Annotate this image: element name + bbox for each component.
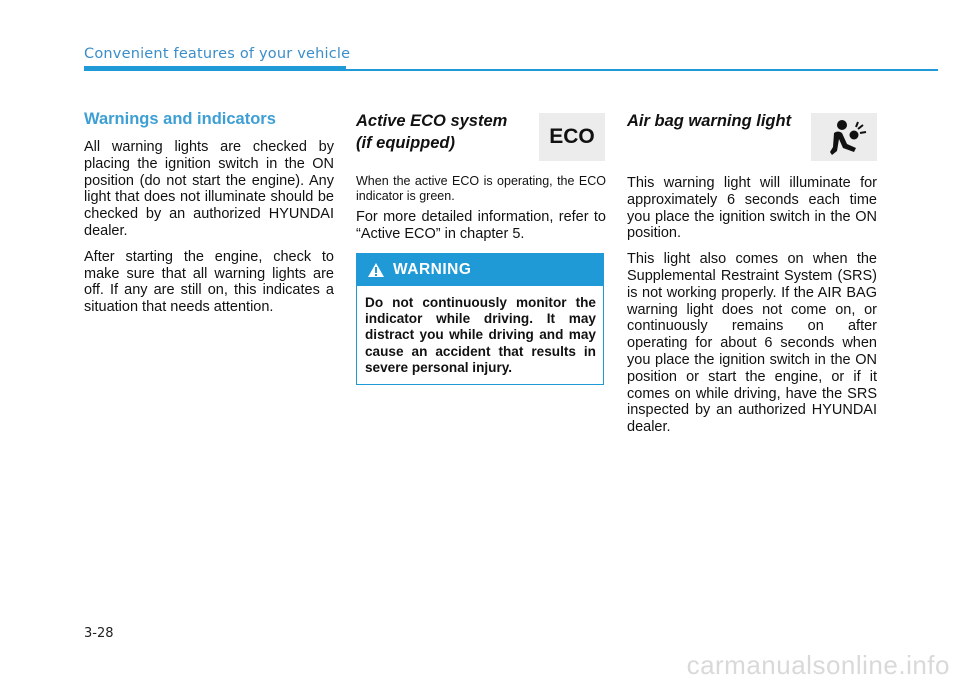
- airbag-paragraph-2: This light also comes on when the Supplemental Restraint System (SRS) is not working properly. If the AIR BAG warning light does not come on, or continuously remains on after operating for about 6 seconds when you place the ignition switch in the ON position or start the engine, or if it comes on while driving, have the SRS inspected by an authorized HYUNDAI dealer.: [627, 251, 877, 436]
- section-title: Convenient features of your vehicle: [84, 46, 351, 62]
- airbag-warning-icon: [811, 113, 877, 161]
- eco-paragraph: For more detailed information, refer to “Active ECO” in chapter 5.: [356, 209, 606, 242]
- warning-triangle-icon: [367, 262, 385, 278]
- eco-indicator-icon: [539, 113, 605, 161]
- header-rule-thin: [346, 69, 938, 71]
- warning-box: [356, 253, 604, 385]
- warning-label: WARNING: [393, 261, 472, 278]
- warnings-title: Warnings and indicators: [84, 110, 276, 128]
- warning-text: Do not continuously monitor the indicator while driving. It may distract you while driving and may cause an accident that results in severe personal injury.: [365, 295, 596, 375]
- airbag-paragraph-1: This warning light will illuminate for approximately 6 seconds each time you place the ignition switch in the ON position.: [627, 175, 877, 242]
- eco-title-line-2: (if equipped): [356, 134, 455, 152]
- warnings-paragraph-1: All warning lights are checked by placing the ignition switch in the ON position (do not start the engine). Any light that does not illuminate should be checked by an authorized HYUNDAI dealer.: [84, 139, 334, 239]
- warnings-paragraph-2: After starting the engine, check to make sure that all warning lights are off. If any are still on, this indicates a situation that needs attention.: [84, 248, 334, 316]
- airbag-person-icon: [820, 117, 868, 157]
- eco-indicator-label: ECO: [549, 125, 595, 148]
- warnings-column: [84, 110, 334, 325]
- page-number: 3-28: [84, 626, 114, 641]
- eco-title-line-1: Active ECO system: [356, 112, 508, 130]
- warning-header: [357, 254, 603, 286]
- airbag-title: Air bag warning light: [627, 112, 792, 130]
- watermark: carmanualsonline.info: [686, 650, 950, 680]
- header-rule-thick: [84, 66, 346, 71]
- eco-note: When the active ECO is operating, the ECO indicator is green.: [356, 174, 606, 203]
